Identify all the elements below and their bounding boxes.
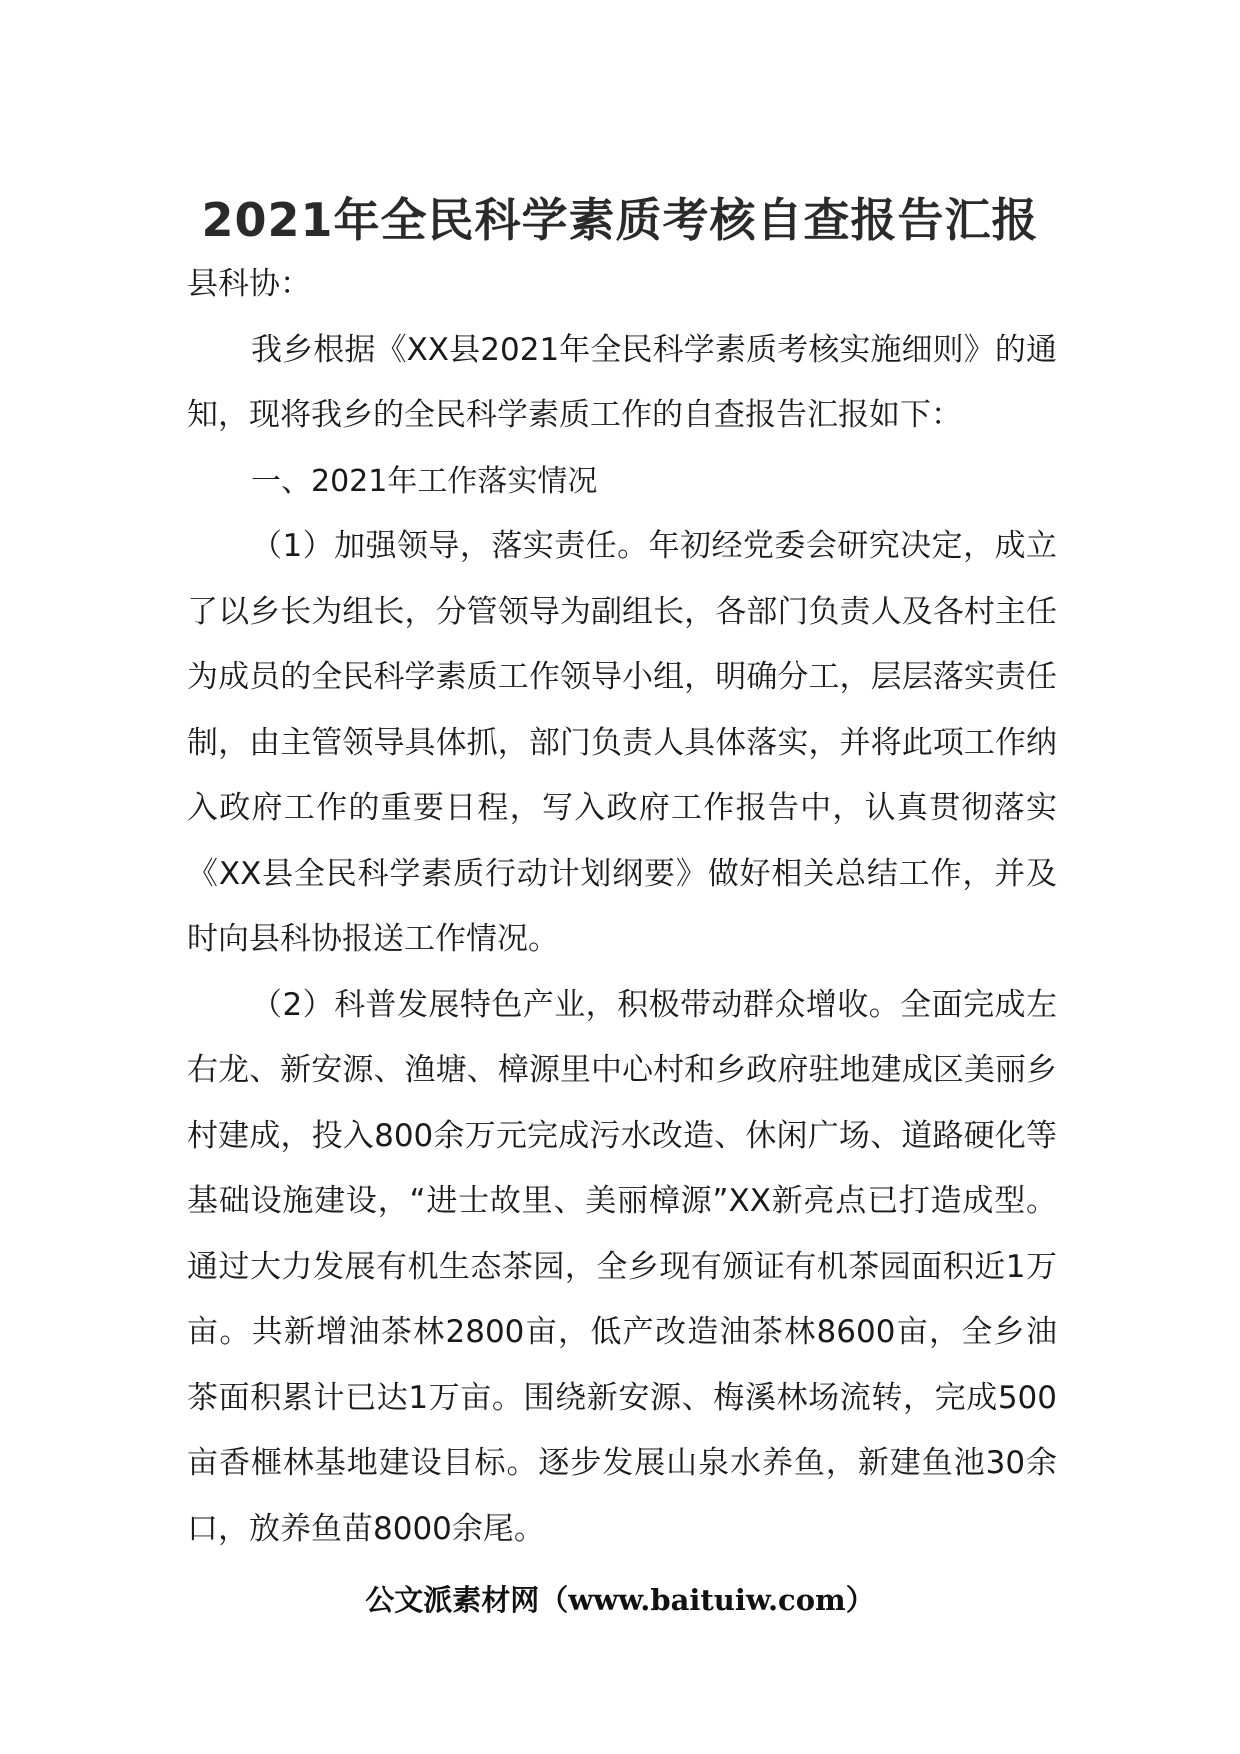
paragraph-item-1: （1）加强领导，落实责任。年初经党委会研究决定，成立了以乡长为组长，分管领导为副组长，各部门负责人及各村主任为成员的全民科学素质工作领导小组，明确分工，层层落实责任制，由主管领导具体抓，部门负责人具体落实，并将此项工作纳入政府工作的重要日程，写入政府工作报告中，认真贯彻落实《XX县全民科学素质行动计划纲要》做好相关总结工作，并及时向县科协报送工作情况。 — [187, 528, 1057, 957]
document-title: 2021年全民科学素质考核自查报告汇报 — [201, 193, 1039, 247]
section-heading: 一、2021年工作落实情况 — [251, 463, 598, 499]
footer-watermark: 公文派素材网（www.baituiw.com） — [365, 1583, 875, 1617]
paragraph-item-2: （2）科普发展特色产业，积极带动群众增收。全面完成左右龙、新安源、渔塘、樟源里中心村和乡政府驻地建成区美丽乡村建成，投入800余万元完成污水改造、休闲广场、道路硬化等基础设施建设，“进士故里、美丽樟源”XX新亮点已打造成型。通过大力发展有机生态茶园，全乡现有颁证有机茶园面积近1万亩。共新增油茶林2800亩，低产改造油茶林8600亩，全乡油茶面积累计已达1万亩。围绕新安源、梅溪林场流转，完成500亩香榧林基地建设目标。逐步发展山泉水养鱼，新建鱼池30余口，放养鱼苗8000余尾。 — [187, 986, 1057, 1547]
intro-paragraph: 我乡根据《XX县2021年全民科学素质考核实施细则》的通知，现将我乡的全民科学素质工作的自查报告汇报如下： — [187, 331, 1057, 433]
salutation: 县科协： — [187, 266, 311, 302]
document-body — [187, 252, 1057, 1562]
